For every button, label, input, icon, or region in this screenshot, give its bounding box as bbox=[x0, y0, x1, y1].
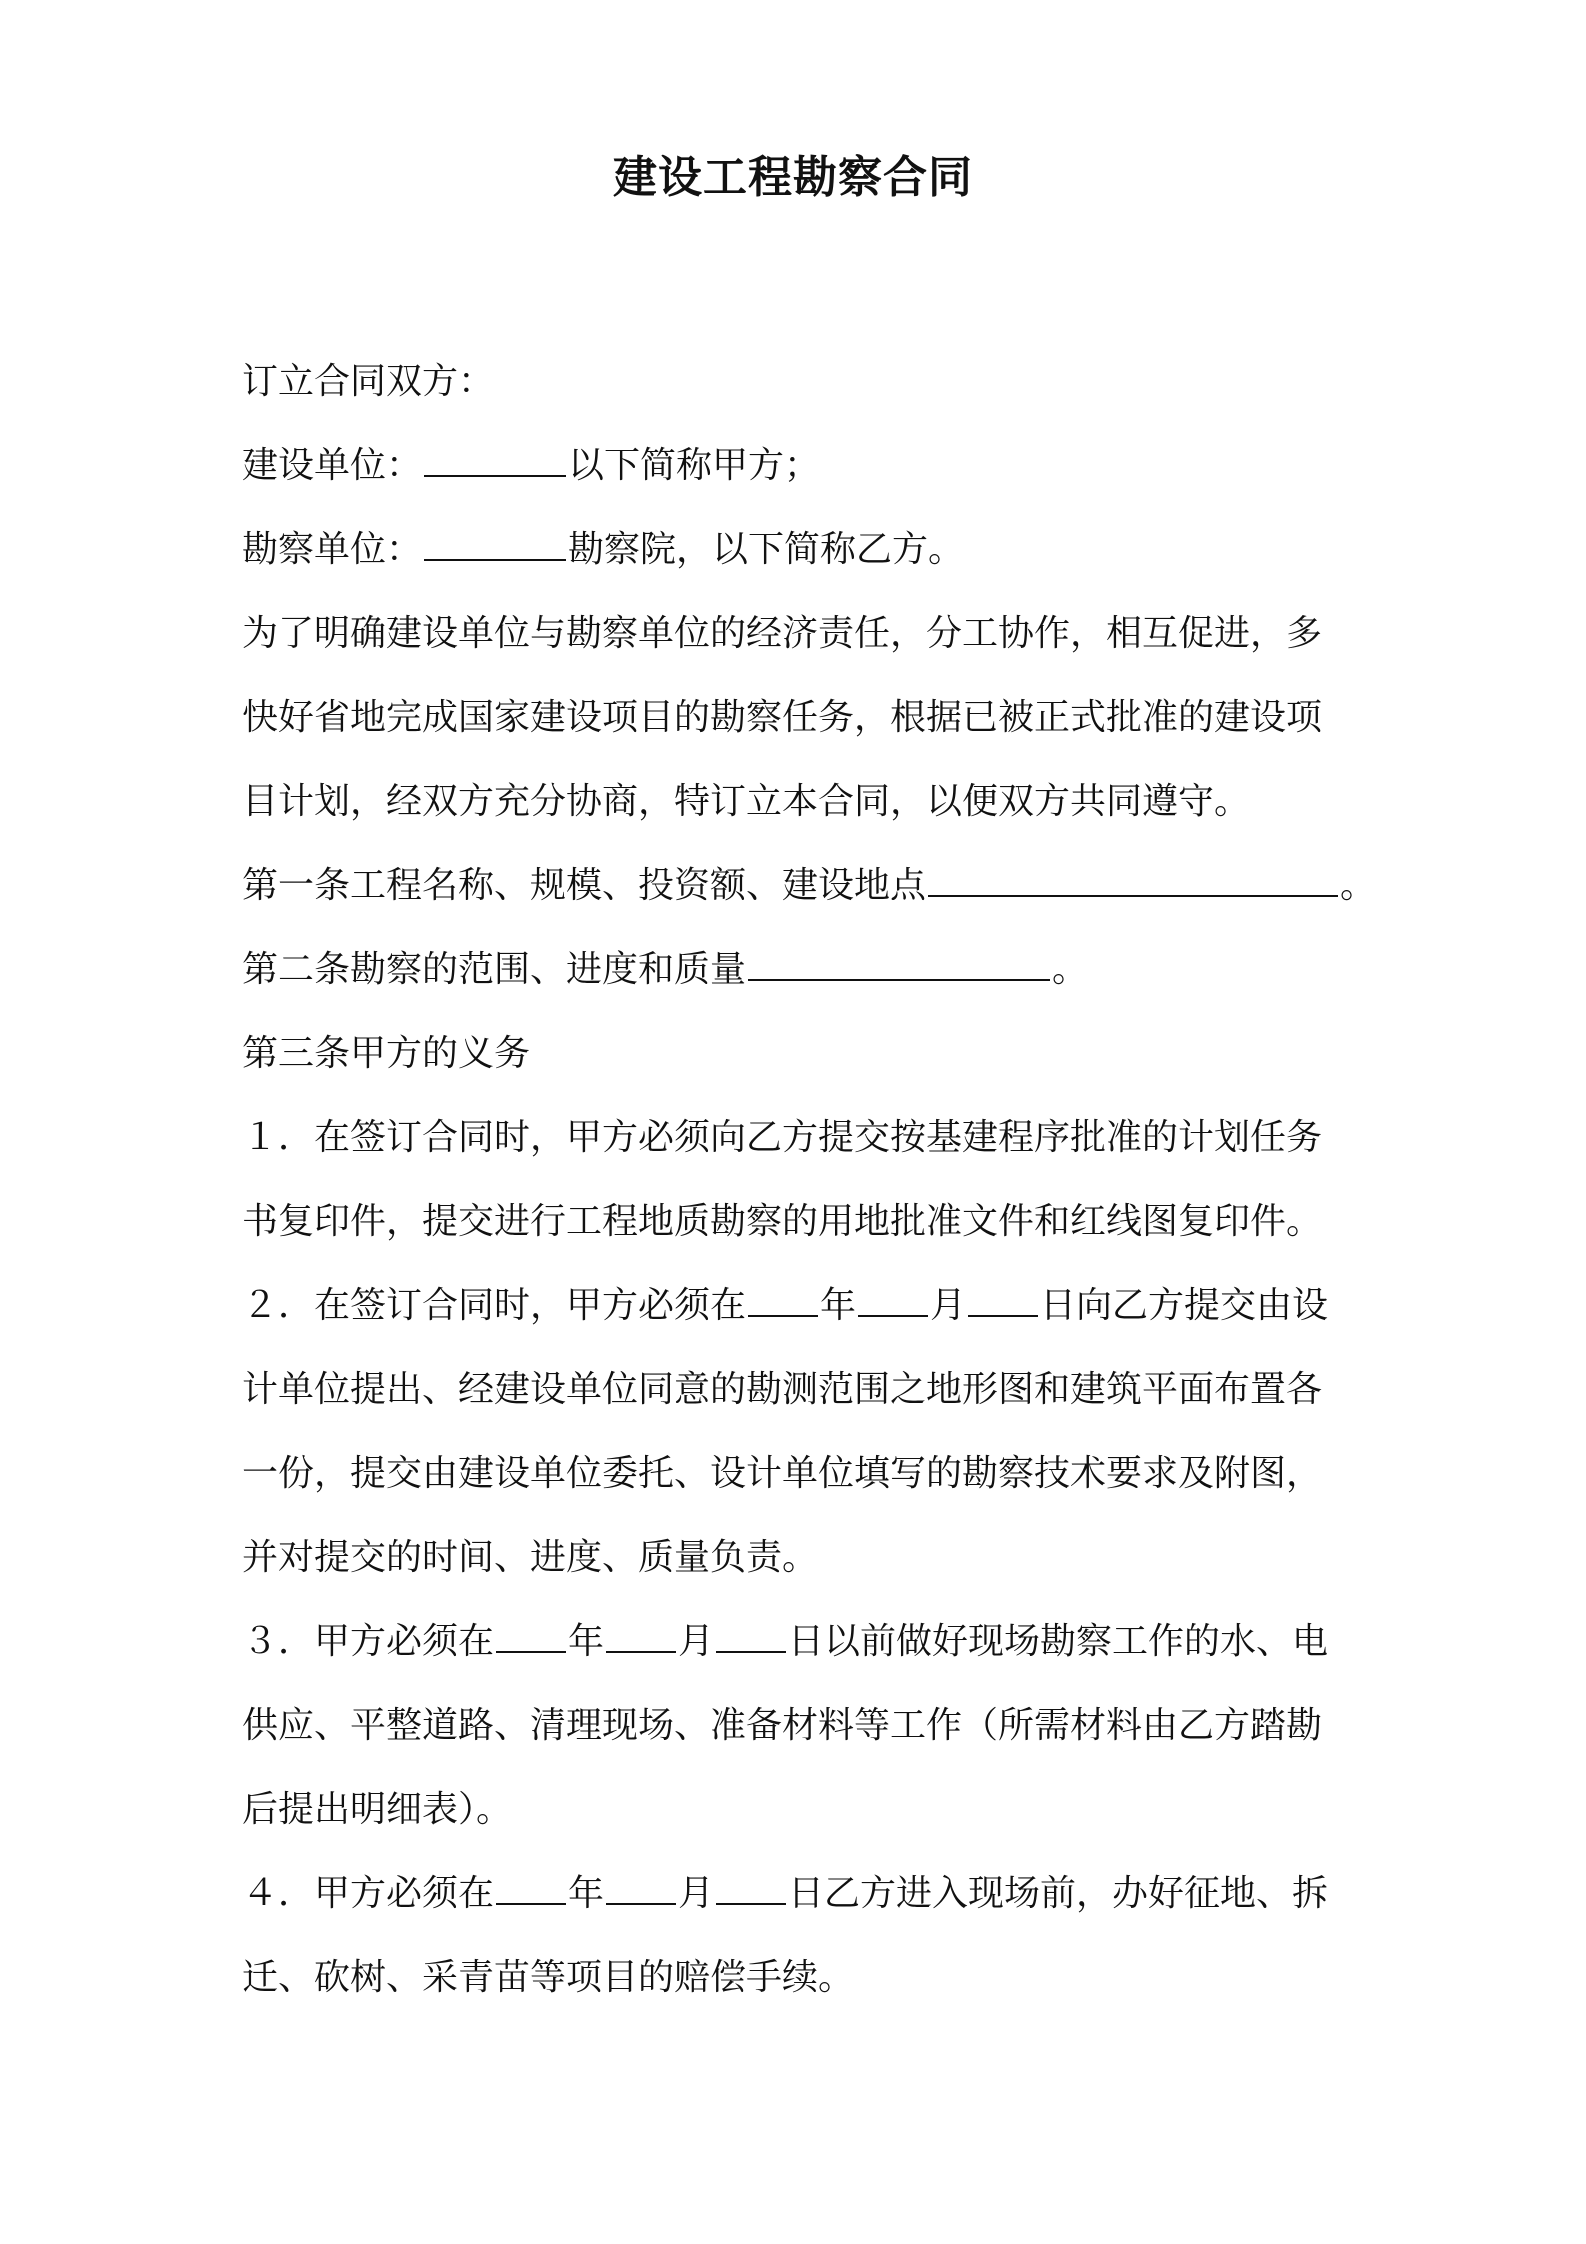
builder-line: 建设单位： 以下简称甲方； bbox=[242, 445, 821, 486]
item-3-day-blank bbox=[716, 1621, 786, 1653]
builder-blank bbox=[424, 445, 566, 477]
article-2: 第二条勘察的范围、进度和质量 。 bbox=[242, 949, 1089, 990]
item-1-line-1: １．在签订合同时，甲方必须向乙方提交按基建程序批准的计划任务 bbox=[242, 1117, 1323, 1158]
item-4-day-blank bbox=[716, 1873, 786, 1905]
article-1: 第一条工程名称、规模、投资额、建设地点 。 bbox=[242, 865, 1377, 906]
item-4-year-blank bbox=[496, 1873, 566, 1905]
item-4-month-blank bbox=[606, 1873, 676, 1905]
article-2-blank bbox=[748, 949, 1050, 981]
document-title: 建设工程勘察合同 bbox=[613, 152, 973, 203]
item-2-line-4: 并对提交的时间、进度、质量负责。 bbox=[242, 1537, 819, 1578]
surveyor-blank bbox=[424, 529, 566, 561]
item-2-month-blank bbox=[858, 1285, 928, 1317]
item-4-line-1: ４．甲方必须在 年 月 日乙方进入现场前，办好征地、拆 bbox=[242, 1873, 1329, 1914]
document-body bbox=[242, 340, 1377, 2020]
item-2-line-2: 计单位提出、经建设单位同意的勘测范围之地形图和建筑平面布置各 bbox=[242, 1369, 1323, 1410]
item-2-line-3: 一份，提交由建设单位委托、设计单位填写的勘察技术要求及附图， bbox=[242, 1453, 1323, 1494]
item-3-line-3: 后提出明细表）。 bbox=[242, 1789, 513, 1830]
surveyor-line: 勘察单位： 勘察院，以下简称乙方。 bbox=[242, 529, 965, 570]
intro-line-3: 目计划，经双方充分协商，特订立本合同，以便双方共同遵守。 bbox=[242, 781, 1251, 822]
item-2-day-blank bbox=[968, 1285, 1038, 1317]
item-2-year-blank bbox=[748, 1285, 818, 1317]
item-4-line-2: 迁、砍树、采青苗等项目的赔偿手续。 bbox=[242, 1957, 855, 1998]
article-1-blank bbox=[928, 865, 1338, 897]
item-3-line-2: 供应、平整道路、清理现场、准备材料等工作（所需材料由乙方踏勘 bbox=[242, 1705, 1323, 1746]
item-3-month-blank bbox=[606, 1621, 676, 1653]
intro-line-2: 快好省地完成国家建设项目的勘察任务，根据已被正式批准的建设项 bbox=[242, 697, 1323, 738]
item-1-line-2: 书复印件，提交进行工程地质勘察的用地批准文件和红线图复印件。 bbox=[242, 1201, 1323, 1242]
item-3-line-1: ３．甲方必须在 年 月 日以前做好现场勘察工作的水、电 bbox=[242, 1621, 1329, 1662]
intro-line-1: 为了明确建设单位与勘察单位的经济责任，分工协作，相互促进，多 bbox=[242, 613, 1323, 654]
parties-heading: 订立合同双方： bbox=[242, 361, 495, 402]
article-3-heading: 第三条甲方的义务 bbox=[242, 1033, 531, 1074]
item-3-year-blank bbox=[496, 1621, 566, 1653]
item-2-line-1: ２．在签订合同时，甲方必须在 年 月 日向乙方提交由设 bbox=[242, 1285, 1329, 1326]
